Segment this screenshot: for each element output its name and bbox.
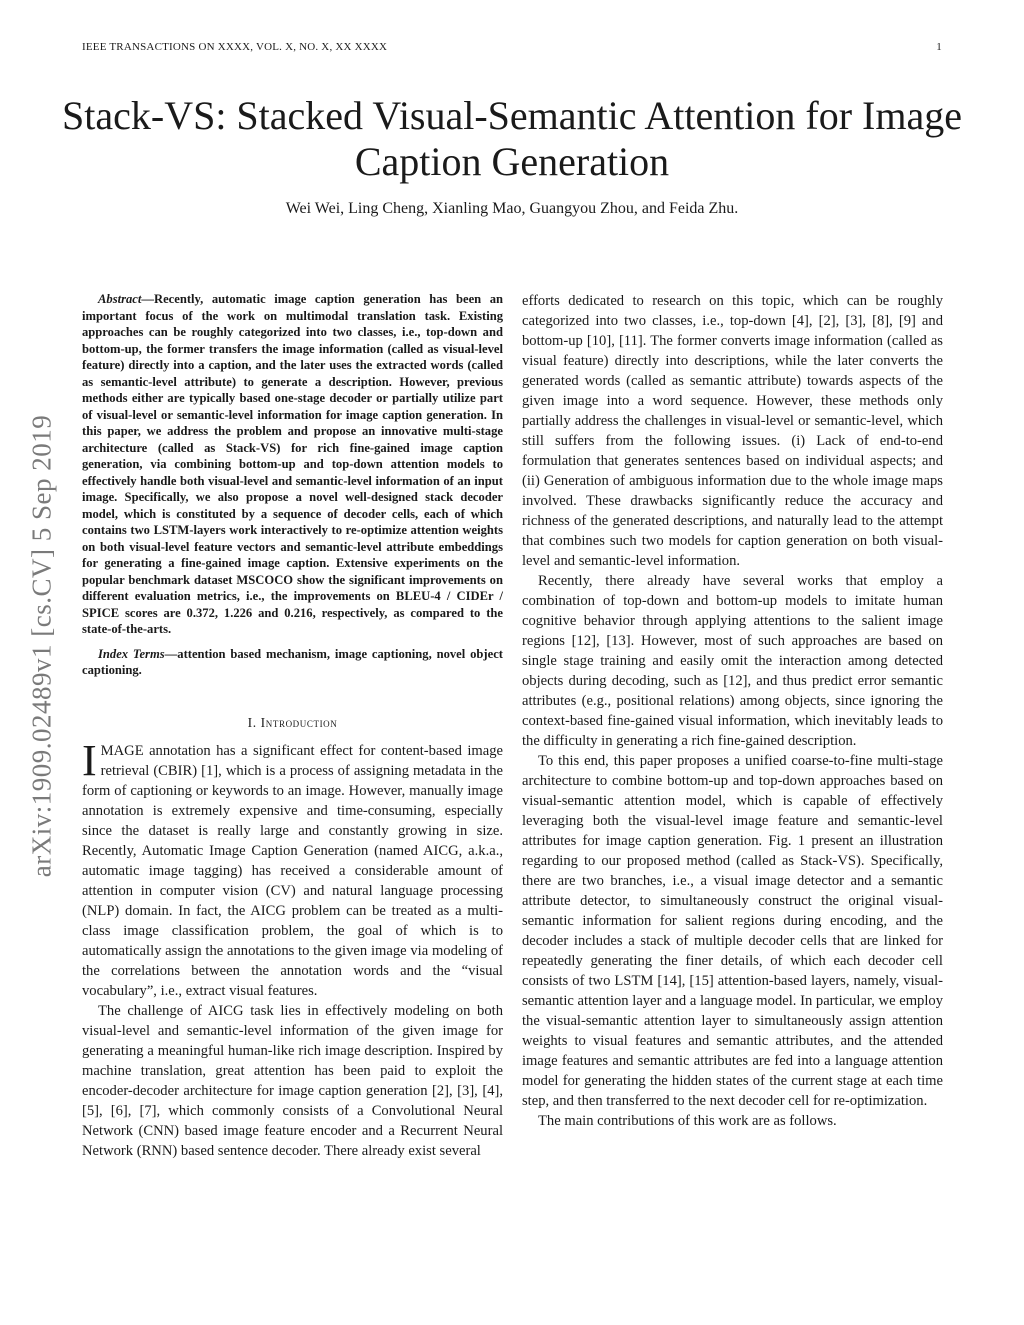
index-terms [82,646,503,679]
running-header: IEEE TRANSACTIONS ON XXXX, VOL. X, NO. X, XX XXXX [82,41,388,53]
intro-paragraph-1 [82,735,503,1001]
abstract [82,291,503,638]
right-paragraph-4: The main contributions of this work are as follows. [538,1113,837,1129]
paper-title: Stack-VS: Stacked Visual-Semantic Attention for Image Caption Generation [62,93,962,184]
abstract-text: —Recently, automatic image caption generation has been an important focus of the work on multimodal translation task. Existing approaches can be roughly categorized into two classes, i.e., top-down and bottom-up, the former transfers the image information (called as visual-level feature) directly into a caption, and the later uses the extracted words (called as semantic-level attribute) to generate a description. However, previous methods either are typically based one-stage decoder or partially utilize part of visual-level or semantic-level information for image caption generation. In this paper, we address the problem and propose an innovative multi-stage architecture (called as Stack-VS) for rich fine-gained image caption generation, via combining bottom-up and top-down attention models to effectively handle both visual-level and semantic-level information of an input image. Specifically, we also propose a novel well-designed stack decoder model, which is constituted by a sequence of decoder cells, each of which contains two LSTM-layers work interactively to re-optimize attention weights on both visual-level feature vectors and semantic-level attribute embeddings for generating a fine-gained image caption. Extensive experiments on the popular benchmark dataset MSCOCO show the significant improvements on different evaluation metrics, i.e., the improvements on BLEU-4 / CIDEr / SPICE scores are 0.372, 1.226 and 0.216, respectively, as compared to the state-of-the-arts. [82,292,503,636]
section-number: I. [247,714,257,730]
section-title: Introduction [260,714,338,730]
arxiv-stamp [20,362,64,930]
arxiv-id: arXiv:1909.02489v1 [cs.CV] 5 Sep 2019 [26,414,57,878]
right-column [522,291,943,1131]
left-column [82,291,503,1161]
intro-paragraph-2: The challenge of AICG task lies in effectively modeling on both visual-level and semantic-level information of the given image for generating a meaningful human-like rich image description. Inspired by machine translation, great attention has been paid to exploit the encoder-decoder architecture for image caption generation [2], [3], [4], [5], [6], [7], which commonly consists of a Convolutional Neural Network (CNN) based image feature encoder and a Recurrent Neural Network (RNN) based sentence decoder. There already exist several [82,1002,503,1159]
right-paragraph-1: efforts dedicated to research on this topic, which can be roughly categorized into two classes, i.e., top-down [4], [2], [3], [8], [9] and bottom-up [10], [11]. The former converts image information (called as visual feature) directly into descriptions, while the later converts the generated words (called as semantic attribute) towards aspects of the given image into a word sequence. However, these methods only partially address the challenges in visual-level or semantic-level, which still suffers from the following issues. (i) Lack of end-to-end formulation that generates sentences based on individual aspects; and (ii) Generation of ambiguous information due to the whole image maps involved. These drawbacks significantly reduce the accuracy and richness of the generated descriptions, and naturally lead to the attempt that combines such two models for caption generation on both visual-level and semantic-level information. [522,293,943,569]
author-list: Wei Wei, Ling Cheng, Xianling Mao, Guangyou Zhou, and Feida Zhu. [285,200,739,217]
right-paragraph-3: To this end, this paper proposes a unified coarse-to-fine multi-stage architecture to combine bottom-up and top-down approaches based on visual-semantic attention model, which is capable of effectively leveraging both the visual-level image feature and semantic-level attributes for image caption generation. Fig. 1 present an illustration regarding to our proposed method (called as Stack-VS). Specifically, there are two branches, i.e., a visual image detector and a semantic attribute detector, to simultaneously construct the original visual-semantic information for salient regions during encoding, and the decoder includes a stack of multiple decoder cells that are linked for repeatedly generating the finer details, of which each decoder cell consists of two LSTM [14], [15] attention-based layers, namely, visual-semantic attention layer and a language model. In particular, we employ the visual-semantic attention layer to simultaneously assign attention weights to visual features and semantic attributes, and the attended image features and semantic attributes are fed into a language attention model for generating the hidden states of the current stage at each time step, and then transferred to the next decoder cell for re-optimization. [522,753,943,1109]
index-terms-text: —attention based mechanism, image captioning, novel object captioning. [82,646,503,677]
page-number: 1 [936,41,942,53]
abstract-label: Abstract [98,292,142,306]
right-paragraph-2: Recently, there already have several works that employ a combination of top-down and bottom-up models to imitate human cognitive behavior through applying attentions to the salient image regions [12], [13]. However, most of such approaches are based on single stage training and easily omit the interaction among detected objects during decoding, such as [12], and thus predict error semantic attributes (e.g., positional relations) among objects, since ignoring the context-based fine-gained visual information, which inevitably leads to the difficulty in generating a rich fine-gained description. [522,573,943,749]
drop-cap: I [82,735,97,785]
intro-paragraph-1-text: MAGE annotation has a significant effect for content-based image retrieval (CBIR) [1], which is a process of assigning metadata in the form of captioning or keywords to an image. However, manually image annotation is extremely expensive and time-consuming, especially since the dataset is really large and constantly growing in size. Recently, Automatic Image Caption Generation (named AICG, a.k.a., automatic image tagging) has received a considerable amount of attention in computer vision (CV) and natural language processing (NLP) domain. In fact, the AICG problem can be treated as a multi-class image classification problem, the goal of which is to automatically assign the annotations to the given image via modeling of the correlations between the annotation words and the “visual vocabulary”, i.e., extract visual features. [82,742,503,999]
index-terms-label: Index Terms [98,646,165,661]
section-heading [82,715,503,731]
